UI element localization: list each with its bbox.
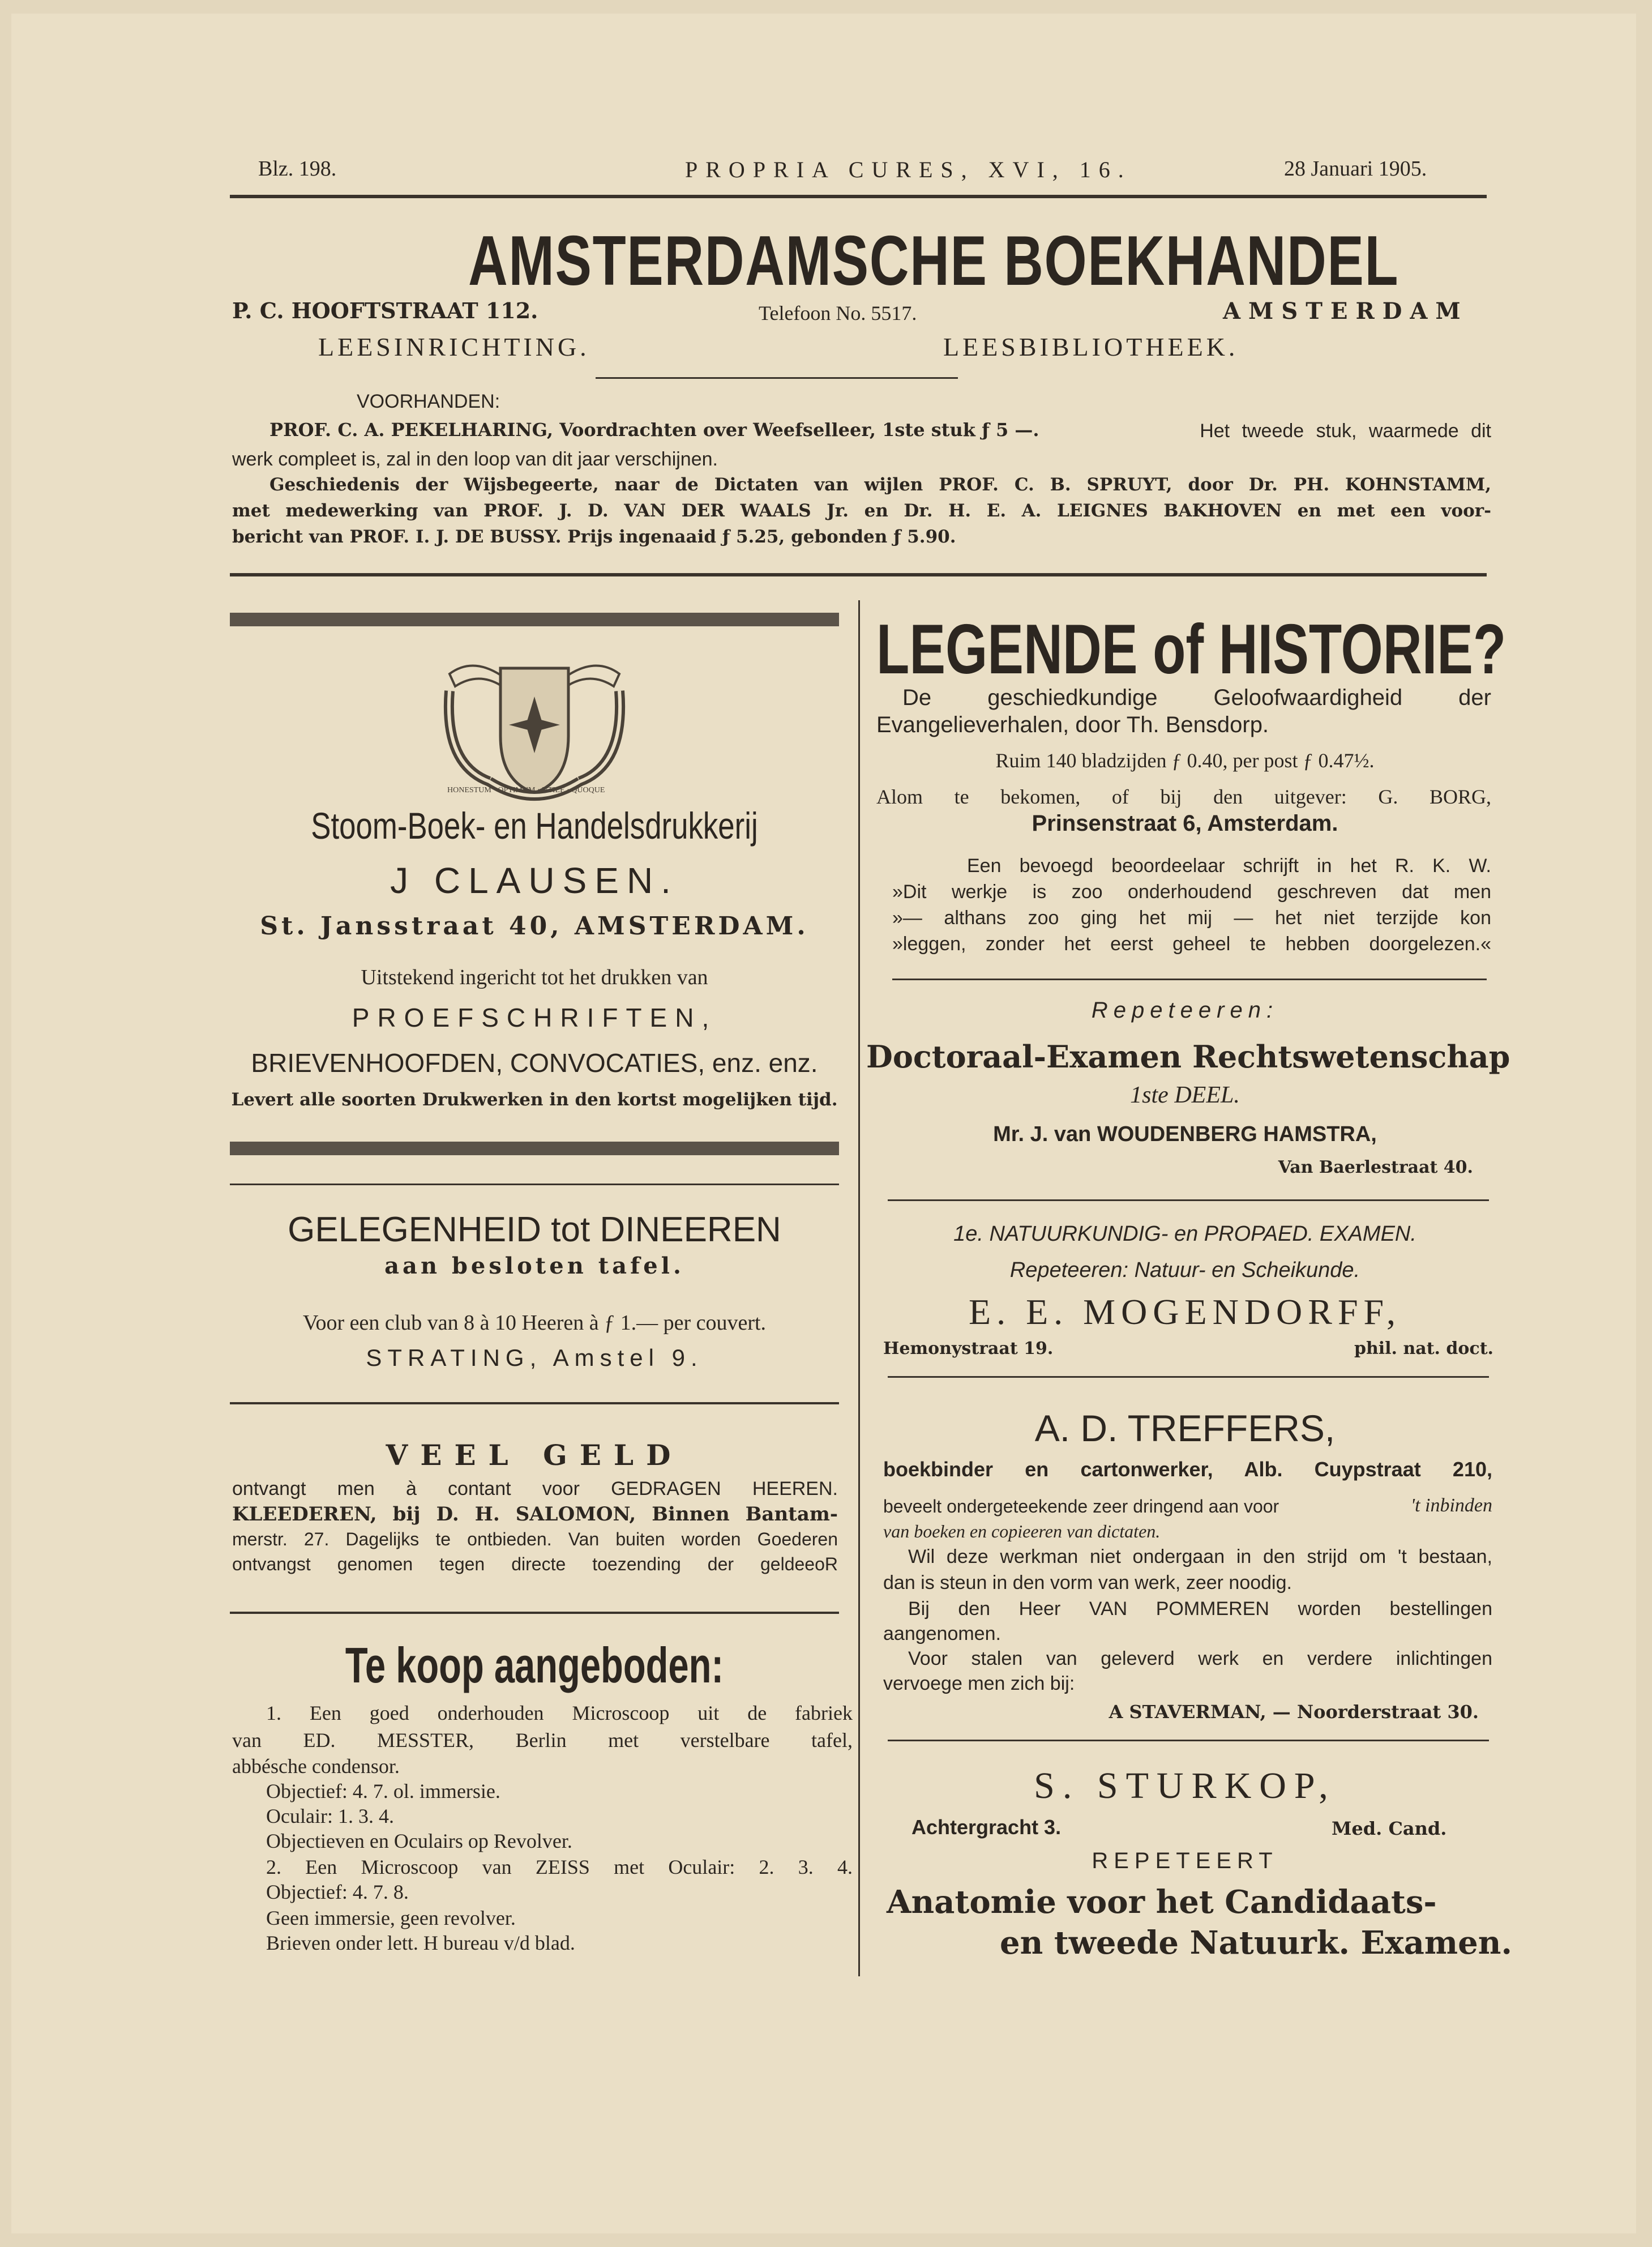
repeteeren-name: Mr. J. van WOUDENBERG HAMSTRA, (993, 1122, 1377, 1146)
legende-title: LEGENDE of HISTORIE? (876, 610, 1507, 689)
legende-line-1: De geschiedkundige Geloofwaardigheid der (902, 685, 1491, 710)
clausen-bottom-bar (230, 1142, 839, 1155)
newspaper-title: PROPRIA CURES, XVI, 16. (685, 157, 1132, 182)
treffers-line-2: van boeken en copieeren van dictaten. (883, 1521, 1161, 1541)
header-rule (230, 195, 1487, 198)
koop-line-2: van ED. MESSTER, Berlin met verstelbare tafel, (232, 1729, 853, 1752)
clausen-name: Stoom-Boek- en Handelsdrukkerij (311, 805, 758, 847)
koop-title: Te koop aangeboden: (345, 1637, 724, 1693)
geld-rule (230, 1612, 839, 1614)
koop-line-4: Objectief: 4. 7. ol. immersie. (266, 1780, 500, 1802)
clausen-thin-rule (230, 1184, 839, 1185)
koop-line-9: Geen immersie, geen revolver. (266, 1907, 516, 1929)
boekhandel-line-5: bericht van PROF. I. J. DE BUSSY. Prijs ingenaaid ƒ 5.25, gebonden ƒ 5.90. (232, 527, 956, 547)
geld-line-1: ontvangt men à contant voor GEDRAGEN HEEREN. (232, 1478, 838, 1500)
mogendorff-name: E. E. MOGENDORFF, (968, 1292, 1402, 1332)
dineeren-line-2: STRATING, Amstel 9. (366, 1344, 703, 1371)
repeteeren-exam: Doctoraal-Examen Rechtswetenschap (866, 1039, 1510, 1075)
clausen-address: St. Jansstraat 40, AMSTERDAM. (260, 912, 809, 941)
legende-line-5: Prinsenstraat 6, Amsterdam. (1032, 811, 1338, 836)
koop-line-8: Objectief: 4. 7. 8. (266, 1881, 409, 1903)
clausen-line-1: Uitstekend ingericht tot het drukken van (361, 966, 708, 989)
koop-line-5: Oculair: 1. 3. 4. (266, 1805, 394, 1827)
mogendorff-line-1: 1e. NATUURKUNDIG- en PROPAED. EXAMEN. (953, 1222, 1416, 1246)
treffers-line-4: dan is steun in den vorm van werk, zeer noodig. (883, 1572, 1292, 1594)
clausen-line-4: Levert alle soorten Drukwerken in den kortst mogelijken tijd. (231, 1090, 838, 1110)
geld-line-3: merstr. 27. Dagelijks te ontbieden. Van buiten worden Goederen (232, 1529, 838, 1549)
legende-line-2: Evangelieverhalen, door Th. Bensdorp. (876, 712, 1269, 737)
repeteeren-title: Repeteeren: (1091, 998, 1279, 1023)
clausen-firm: J CLAUSEN. (390, 860, 679, 901)
sturkop-repeteert: REPETEERT (1092, 1848, 1278, 1873)
repeteeren-address: Van Baerlestraat 40. (1278, 1157, 1473, 1177)
legende-line-4: Alom te bekomen, of bij den uitgever: G. BORG, (876, 785, 1491, 808)
clausen-line-2: PROEFSCHRIFTEN, (352, 1003, 717, 1032)
geld-title: VEEL GELD (386, 1438, 683, 1472)
treffers-subtitle: boekbinder en cartonwerker, Alb. Cuypstraat 210, (883, 1458, 1492, 1481)
geld-line-4: ontvangst genomen tegen directe toezending der geldeeoR (232, 1554, 838, 1574)
voorhanden-label: VOORHANDEN: (357, 391, 500, 412)
treffers-rule (888, 1740, 1489, 1741)
clausen-line-3: BRIEVENHOOFDEN, CONVOCATIES, enz. enz. (251, 1048, 818, 1078)
leesinrichting-label: LEESINRICHTING. (318, 332, 590, 361)
mogendorff-title: phil. nat. doct. (1354, 1339, 1493, 1359)
boekhandel-line-2: werk compleet is, zal in den loop van dit jaar verschijnen. (232, 448, 718, 470)
sturkop-title: Med. Cand. (1332, 1818, 1447, 1839)
clausen-emblem-motto: HONESTUM · OPTIMUM · UTILE · QUOQUE (447, 786, 605, 794)
repeteeren-rule (888, 1199, 1489, 1201)
mogendorff-line-2: Repeteeren: Natuur- en Scheikunde. (1009, 1258, 1360, 1282)
column-divider (858, 600, 860, 1976)
treffers-line-7: Voor stalen van geleverd werk en verdere inlichtingen (908, 1648, 1492, 1669)
dineeren-subtitle: aan besloten tafel. (384, 1253, 684, 1279)
boekhandel-line-4: met medewerking van PROF. J. D. VAN DER WAALS Jr. en Dr. H. E. A. LEIGNES BAKHOVEN en met een voor- (232, 501, 1491, 521)
clausen-top-bar (230, 613, 839, 626)
boekhandel-bottom-rule (230, 573, 1487, 576)
koop-line-3: abbésche condensor. (232, 1755, 400, 1778)
legende-line-8: »— althans zoo ging het mij — het niet terzijde kon (892, 907, 1491, 929)
legende-line-7: »Dit werkje is zoo onderhoudend geschreven dat men (892, 881, 1491, 903)
treffers-line-1a: beveelt ondergeteekende zeer dringend aan voor (883, 1496, 1279, 1516)
treffers-line-1b: 't inbinden (1410, 1495, 1492, 1516)
sturkop-address: Achtergracht 3. (911, 1815, 1062, 1839)
mogendorff-address: Hemonystraat 19. (883, 1339, 1054, 1359)
boekhandel-line-1a: PROF. C. A. PEKELHARING, Voordrachten over Weefselleer, 1ste stuk ƒ 5 —. (269, 419, 1039, 441)
dineeren-line-1: Voor een club van 8 à 10 Heeren à ƒ 1.— per couvert. (302, 1311, 767, 1335)
legende-line-6: Een bevoegd beoordeelaar schrijft in het R. K. W. (967, 855, 1491, 877)
koop-line-10: Brieven onder lett. H bureau v/d blad. (266, 1932, 575, 1954)
sturkop-line-2: en tweede Natuurk. Examen. (1000, 1924, 1512, 1962)
boekhandel-name: AMSTERDAMSCHE BOEKHANDEL (468, 222, 1400, 300)
boekhandel-city: AMSTERDAM (1223, 298, 1469, 324)
leesbibliotheek-label: LEESBIBLIOTHEEK. (943, 332, 1239, 361)
boekhandel-line-1b: Het tweede stuk, waarmede dit (1200, 420, 1491, 442)
treffers-line-3: Wil deze werkman niet ondergaan in den strijd om 't bestaan, (908, 1546, 1492, 1567)
page-number: Blz. 198. (258, 157, 337, 181)
treffers-line-5: Bij den Heer VAN POMMEREN worden bestellingen (908, 1598, 1492, 1620)
koop-line-6: Objectieven en Oculairs op Revolver. (266, 1830, 572, 1852)
repeteeren-deel: 1ste DEEL. (1130, 1082, 1240, 1108)
legende-line-9: »leggen, zonder het eerst geheel te hebben doorgelezen.« (892, 933, 1491, 955)
koop-line-1: 1. Een goed onderhouden Microscoop uit de fabriek (266, 1702, 853, 1724)
geld-line-2: KLEEDEREN, bij D. H. SALOMON, Binnen Bantam- (232, 1503, 838, 1526)
issue-date: 28 Januari 1905. (1284, 157, 1427, 181)
boekhandel-line-3: Geschiedenis der Wijsbegeerte, naar de Dictaten van wijlen PROF. C. B. SPRUYT, door Dr. PH. KOHNSTAMM, (269, 475, 1491, 495)
boekhandel-phone: Telefoon No. 5517. (759, 302, 917, 324)
boekhandel-address: P. C. HOOFTSTRAAT 112. (232, 298, 538, 323)
treffers-name: A. D. TREFFERS, (1034, 1407, 1336, 1449)
treffers-line-8: vervoege men zich bij: (883, 1673, 1075, 1694)
boekhandel-center-rule (596, 377, 958, 379)
legende-rule (892, 979, 1487, 980)
sturkop-name: S. STURKOP, (1034, 1765, 1336, 1806)
treffers-line-6: aangenomen. (883, 1623, 1001, 1644)
dineeren-rule (230, 1402, 839, 1404)
sturkop-line-1: Anatomie voor het Candidaats- (887, 1883, 1437, 1921)
treffers-line-9: A STAVERMAN, — Noorderstraat 30. (1109, 1701, 1479, 1723)
mogendorff-rule (888, 1376, 1489, 1378)
koop-line-7: 2. Een Microscoop van ZEISS met Oculair: 2. 3. 4. (266, 1856, 853, 1878)
dineeren-title: GELEGENHEID tot DINEEREN (288, 1210, 781, 1249)
legende-line-3: Ruim 140 bladzijden ƒ 0.40, per post ƒ 0.47½. (995, 749, 1375, 772)
